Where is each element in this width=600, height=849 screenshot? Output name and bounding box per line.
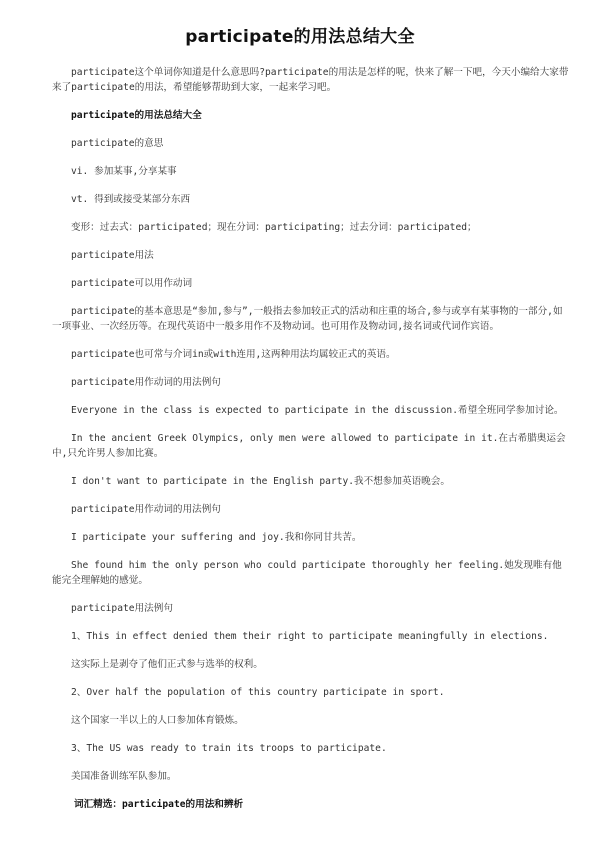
sentence-1-english: 1、This in effect denied them their right to participate meaningfully in elections. [71,631,549,642]
sentence-3-chinese: 美国准备训练军队参加。 [71,771,177,782]
example-3: I don't want to participate in the English party.我不想参加英语晚会。 [71,476,450,487]
sentence-3-english: 3、The US was ready to train its troops to participate. [71,743,387,754]
example-2: In the ancient Greek Olympics, only men were allowed to participate in it.在古希腊奥运会中,只允许男人参加比赛。 [52,433,566,459]
verb-forms: 变形：过去式：participated；现在分词：participating；过去分词：participated； [71,222,477,233]
example-5: She found him the only person who could participate thoroughly her feeling.她发现唯有他能完全理解她的感觉。 [52,560,562,586]
vocabulary-heading: 词汇精选：participate的用法和辨析 [74,799,244,810]
example-4: I participate your suffering and joy.我和你同甘共苦。 [71,532,362,543]
section-heading: participate的用法总结大全 [71,110,202,121]
example-heading-2: participate用作动词的用法例句 [71,504,221,515]
meaning-vi: vi. 参加某事,分享某事 [71,166,177,177]
meaning-vt: vt. 得到或接受某部分东西 [71,194,191,205]
example-heading-3: participate用法例句 [71,603,173,614]
usage-prep-paragraph: participate也可常与介词in或with连用,这两种用法均属较正式的英语。 [71,349,396,360]
sentence-2-chinese: 这个国家一半以上的人口参加体育锻炼。 [71,715,244,726]
example-heading-1: participate用作动词的用法例句 [71,377,221,388]
sentence-1-chinese: 这实际上是剥夺了他们正式参与选举的权利。 [71,659,263,670]
usage-as-verb: participate可以用作动词 [71,278,193,289]
sentence-2-english: 2、Over half the population of this country participate in sport. [71,687,445,698]
example-1: Everyone in the class is expected to participate in the discussion.希望全班同学参加讨论。 [71,405,564,416]
document-title: participate的用法总结大全 [185,27,415,47]
usage-heading: participate用法 [71,250,154,261]
usage-basic-paragraph: participate的基本意思是“参加,参与”,一般指去参加较正式的活动和庄重的场合,参与或享有某事物的一部分,如一项事业、一次经历等。在现代英语中一般多用作不及物动词。也可用作及物动词,接名词或代词作宾语。 [52,306,563,332]
meaning-heading: participate的意思 [71,138,164,149]
intro-paragraph: participate这个单词你知道是什么意思吗?participate的用法是怎样的呢，快来了解一下吧，今天小编给大家带来了participate的用法，希望能够帮助到大家，一起来学习吧。 [52,67,569,93]
